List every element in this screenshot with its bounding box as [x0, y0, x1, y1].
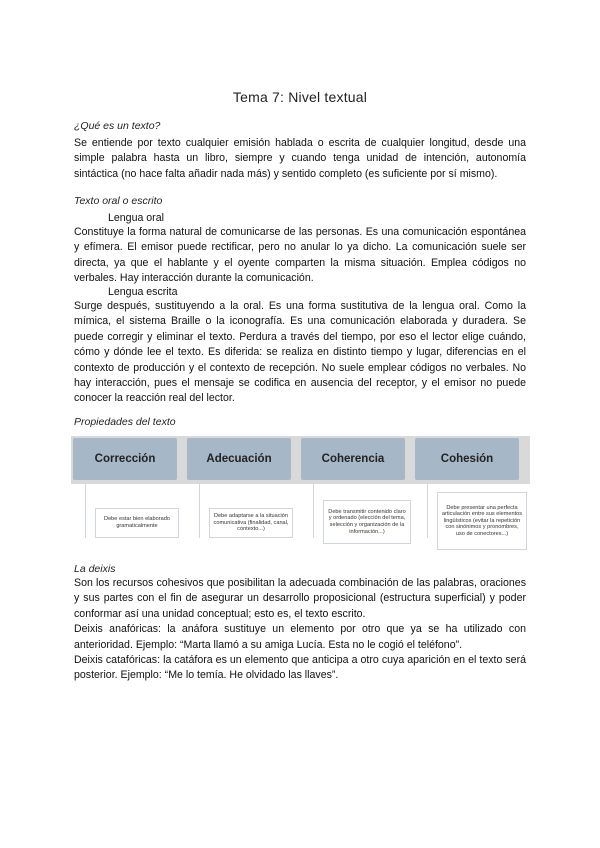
connector-line — [313, 484, 314, 538]
property-card-adecuacion: Adecuación — [187, 438, 291, 480]
subheading-oral: Lengua oral — [108, 212, 164, 224]
paragraph-deixis-cataphoric: Deixis catafóricas: la catáfora es un elemento que anticipa a otro cuya aparición en el texto será posterior. Ejemplo: “Me lo temía. He olvidado las llaves”. — [74, 654, 526, 682]
page-title: Tema 7: Nivel textual — [232, 89, 368, 105]
property-desc-coherencia: Debe transmitir contenido claro y ordenado (elección del tema, selección y organización de la información...) — [323, 500, 411, 544]
section-heading-properties: Propiedades del texto — [74, 416, 176, 428]
deixis-block — [74, 576, 526, 684]
properties-diagram — [71, 436, 530, 552]
section-heading-deixis: La deixis — [74, 563, 116, 575]
property-card-correccion: Corrección — [73, 438, 177, 480]
connector-line — [427, 484, 428, 538]
paragraph-deixis-intro: Son los recursos cohesivos que posibilitan la adecuada combinación de las palabras, oraciones y sus partes con el fin de asegurar un desarrollo proposicional (estructura superficial) y poder conformar así una unidad conceptual; esto es, el texto escrito. — [74, 577, 526, 620]
connector-line — [199, 484, 200, 538]
section-heading-oral-written: Texto oral o escrito — [74, 195, 163, 207]
paragraph-oral: Constituye la forma natural de comunicarse de las personas. Es una comunicación espontánea y efímera. El emisor puede rectificar, pero no anular lo ya dicho. La comunicación suele ser directa, ya que el hablante y el oyente comparten la misma situación. Emplea códigos no verbales. Hay interacción durante la comunicación. — [74, 226, 526, 285]
paragraph-definition: Se entiende por texto cualquier emisión hablada o escrita de cualquier longitud, desde una simple palabra hasta un libro, siempre y cuando tenga unidad de intención, autonomía sintáctica (no hace falta añadir nada más) y sentido completo (es suficiente por sí mismo). — [74, 137, 526, 180]
property-desc-correccion: Debe estar bien elaborado gramaticalmente — [95, 508, 179, 538]
property-desc-adecuacion: Debe adaptarse a la situación comunicativa (finalidad, canal, contexto...) — [209, 508, 293, 538]
section-heading-what-is-text: ¿Qué es un texto? — [74, 120, 161, 132]
property-card-cohesion: Cohesión — [415, 438, 519, 480]
paragraph-written: Surge después, sustituyendo a la oral. Es una forma sustitutiva de la lengua oral. Como la mímica, el sistema Braille o la iconografía. Es una comunicación elaborada y duradera. Se puede corregir y eliminar el texto. Perdura a través del tiempo, por eso el lector elige cuándo, cómo y dónde lee el texto. Es diferida: se realiza en distinto tiempo y lugar, diferencias en el contexto de producción y el contexto de recepción. No suele emplear códigos no verbales. No hay interacción, pues el mensaje se codifica en ausencia del receptor, y el emisor no puede conocer la reacción real del lector. — [74, 300, 526, 405]
property-card-coherencia: Coherencia — [301, 438, 405, 480]
subheading-written: Lengua escrita — [108, 286, 178, 298]
paragraph-deixis-anaphoric: Deixis anafóricas: la anáfora sustituye un elemento por otro que ya se ha utilizado con anterioridad. Ejemplo: “Marta llamó a su amiga Lucía. Esta no le cogió el teléfono”. — [74, 623, 526, 651]
property-desc-cohesion: Debe presentar una perfecta articulación entre sus elementos lingüísticos (evitar la repetición con sinónimos y pronombres, uso de conectores...) — [437, 492, 527, 550]
connector-line — [85, 484, 86, 538]
